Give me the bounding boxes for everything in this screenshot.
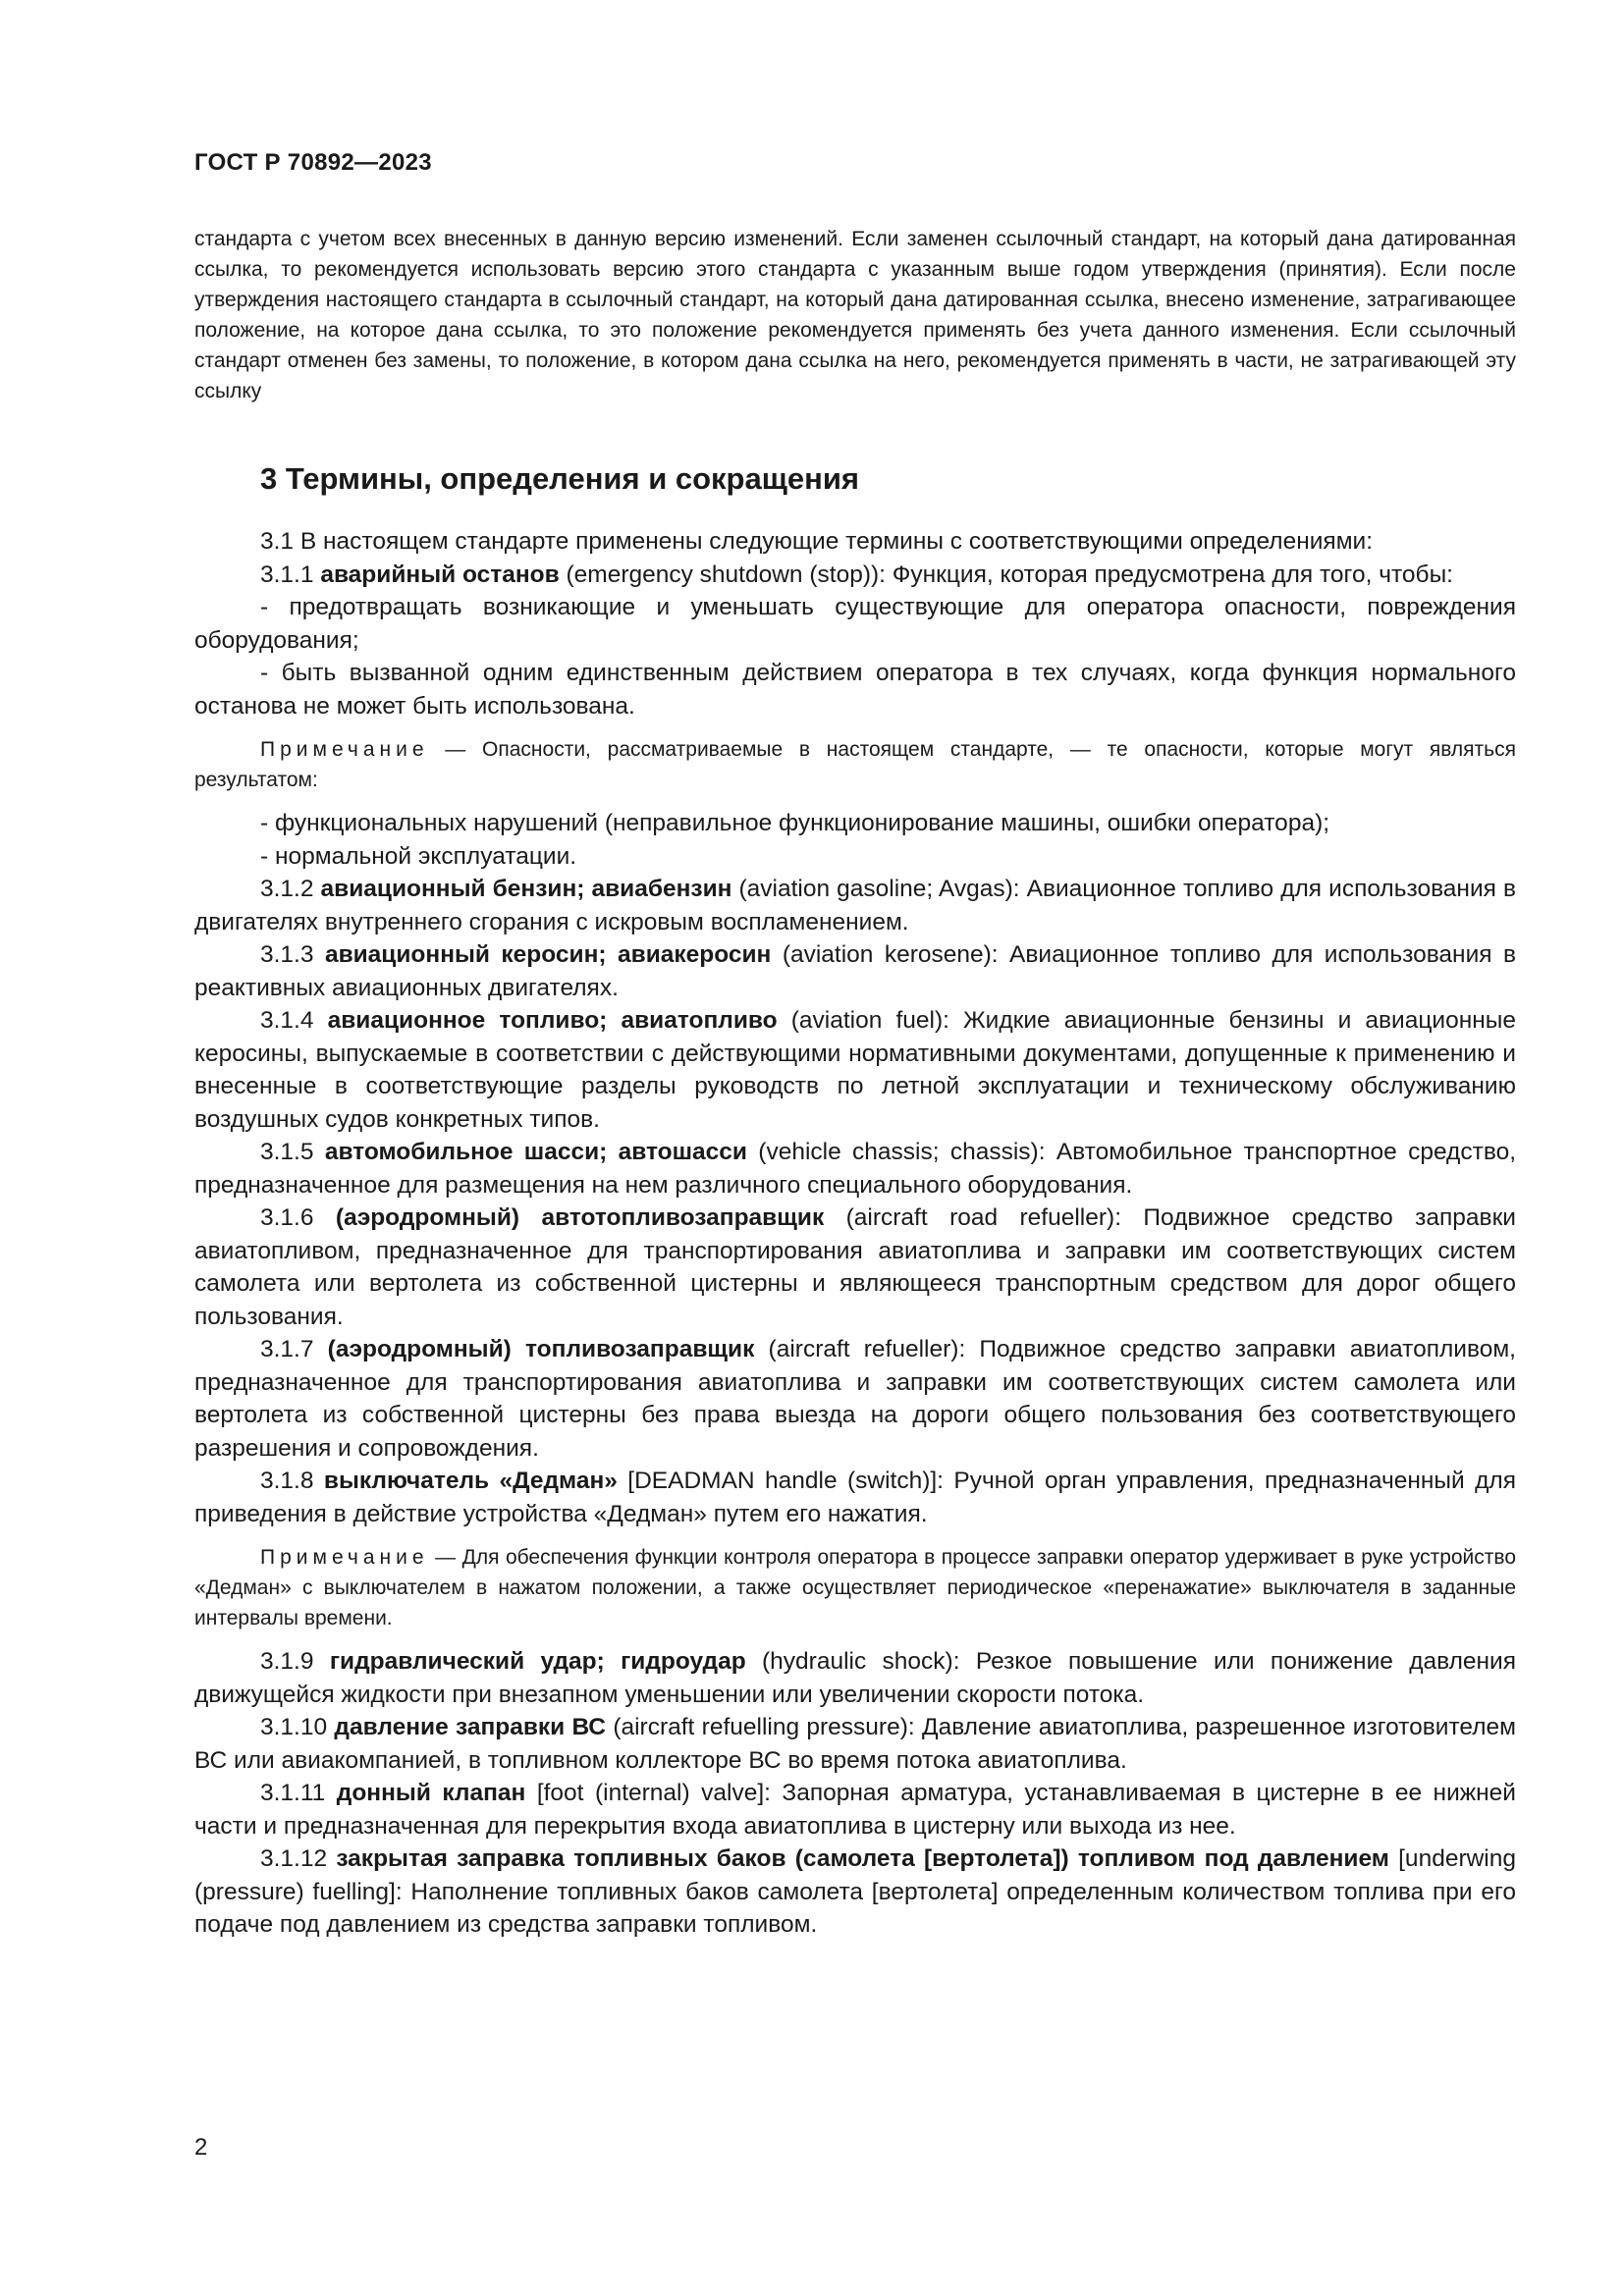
term-definition: (hydraulic shock): Резкое повышение или понижение давления движущейся жидкости при внезапном уменьшении или увеличении скорости потока.	[194, 1648, 1516, 1708]
term-number: 3.1.6	[260, 1204, 336, 1231]
term-number: 3.1.1	[260, 561, 321, 588]
term-name: гидравлический удар; гидроудар	[329, 1648, 746, 1675]
term-name: авиационное топливо; авиатопливо	[327, 1007, 778, 1034]
term-number: 3.1.8	[260, 1468, 324, 1494]
intro-paragraph: стандарта с учетом всех внесенных в данную версию изменений. Если заменен ссылочный стандарт, на который дана датированная ссылка, то рекомендуется использовать версию этого стандарта с указанным выше годом утверждения (принятия). Если после утверждения настоящего стандарта в ссылочный стандарт, на который дана датированная ссылка, внесено изменение, затрагивающее положение, на которое дана ссылка, то это положение рекомендуется применять без учета данного изменения. Если ссылочный стандарт отменен без замены, то положение, в котором дана ссылка на него, рекомендуется применять в части, не затрагивающей эту ссылку	[194, 228, 1516, 402]
term-dash-item: - быть вызванной одним единственным действием оператора в тех случаях, когда функция нормального останова не может быть использована.	[194, 660, 1516, 720]
term-intro-paragraph: 3.1 В настоящем стандарте применены следующие термины с соответствующими определениями:	[260, 528, 1374, 555]
term-definition: [foot (internal) valve]: Запорная арматура, устанавливаемая в цистерне в ее нижней части и предназначенная для перекрытия входа авиатоплива в цистерну или выхода из нее.	[194, 1780, 1516, 1840]
term-number: 3.1.3	[260, 941, 325, 968]
note-paragraph	[194, 1542, 1516, 1633]
term-3-1-6	[194, 1201, 1516, 1333]
terms-body	[194, 525, 1516, 1942]
term-definition: (aviation fuel): Жидкие авиационные бензины и авиационные керосины, выпускаемые в соответствии с действующими нормативными документами, допущенные к применению и внесенные в соответствующие разделы руководств по летной эксплуатации и техническому обслуживанию воздушных судов конкретных типов.	[194, 1007, 1516, 1133]
document-code-header: ГОСТ Р 70892—2023	[194, 149, 432, 176]
note-dash-item: - функциональных нарушений (неправильное функционирование машины, ошибки оператора);	[260, 810, 1330, 836]
term-definition: (emergency shutdown (stop)): Функция, которая предусмотрена для того, чтобы:	[559, 561, 1453, 588]
term-definition: (aviation kerosene): Авиационное топливо для использования в реактивных авиационных двигателях.	[194, 941, 1516, 1001]
term-definition: (aircraft refueller): Подвижное средство заправки авиатопливом, предназначенное для транспортирования авиатоплива и заправки им соответствующих систем самолета или вертолета из собственной цистерны без права выезда на дороги общего пользования без соответствующего разрешения и сопровождения.	[194, 1336, 1516, 1462]
note-label: Примечание	[260, 1546, 429, 1569]
term-number: 3.1.12	[260, 1845, 337, 1872]
term-3-1-10	[194, 1711, 1516, 1777]
note-text: — Опасности, рассматриваемые в настоящем стандарте, — те опасности, которые могут являться результатом:	[194, 738, 1516, 791]
term-3-1-2	[194, 873, 1516, 938]
term-definition: (aircraft refuelling pressure): Давление авиатоплива, разрешенное изготовителем ВС или авиакомпанией, в топливном коллекторе ВС во время потока авиатоплива.	[194, 1714, 1516, 1774]
note-label: Примечание	[260, 738, 429, 761]
term-name: автомобильное шасси; автошасси	[324, 1139, 747, 1165]
term-3-1-12	[194, 1842, 1516, 1942]
term-number: 3.1.4	[260, 1007, 328, 1034]
term-3-1-4	[194, 1004, 1516, 1136]
term-number: 3.1.2	[260, 876, 321, 902]
term-name: авиационный керосин; авиакеросин	[324, 941, 772, 968]
term-dash-item: - предотвращать возникающие и уменьшать существующие для оператора опасности, повреждения оборудования;	[194, 594, 1516, 654]
term-definition: (vehicle chassis; chassis): Автомобильное транспортное средство, предназначенное для размещения на нем различного специального оборудования.	[194, 1139, 1516, 1199]
section-title: 3 Термины, определения и сокращения	[260, 461, 859, 496]
page-number: 2	[194, 2134, 208, 2161]
term-name: авиационный бензин; авиабензин	[320, 876, 732, 902]
term-3-1-5	[194, 1136, 1516, 1201]
note-paragraph	[194, 734, 1516, 795]
note-dash-item: - нормальной эксплуатации.	[260, 842, 577, 870]
term-definition: (aircraft road refueller): Подвижное средство заправки авиатопливом, предназначенное для транспортирования авиатоплива и заправки им соответствующих систем самолета или вертолета из собственной цистерны и являющееся транспортным средством для дорог общего пользования.	[194, 1204, 1516, 1330]
note-text: — Для обеспечения функции контроля оператора в процессе заправки оператор удерживает в руке устройство «Дедман» с выключателем в нажатом положении, а также осуществляет периодическое «перенажатие» выключателя в заданные интервалы времени.	[194, 1546, 1516, 1629]
term-3-1-9	[194, 1645, 1516, 1711]
term-name: (аэродромный) топливозаправщик	[327, 1336, 755, 1362]
term-name: аварийный останов	[320, 561, 560, 588]
term-3-1-1	[194, 559, 1516, 592]
term-definition: [underwing (pressure) fuelling]: Наполнение топливных баков самолета [вертолета] определенным количеством топлива при его подаче под давлением из средства заправки топливом.	[194, 1845, 1516, 1938]
term-number: 3.1.7	[260, 1336, 328, 1362]
term-name: давление заправки ВС	[334, 1714, 607, 1740]
term-3-1-8	[194, 1465, 1516, 1530]
term-3-1-11	[194, 1777, 1516, 1842]
term-number: 3.1.11	[260, 1780, 337, 1806]
term-3-1-3	[194, 938, 1516, 1004]
term-definition: [DEADMAN handle (switch)]: Ручной орган управления, предназначенный для приведения в действие устройства «Дедман» путем его нажатия.	[194, 1468, 1516, 1527]
term-name: донный клапан	[336, 1780, 526, 1806]
term-name: (аэродромный) автотопливозаправщик	[335, 1204, 825, 1231]
term-number: 3.1.5	[260, 1139, 325, 1165]
term-name: закрытая заправка топливных баков (самолета [вертолета]) топливом под давлением	[336, 1845, 1389, 1872]
term-number: 3.1.9	[260, 1648, 330, 1675]
term-3-1-7	[194, 1333, 1516, 1465]
term-name: выключатель «Дедман»	[323, 1468, 618, 1494]
term-definition: (aviation gasoline; Avgas): Авиационное топливо для использования в двигателях внутреннего сгорания с искровым воспламенением.	[194, 876, 1516, 935]
term-number: 3.1.10	[260, 1714, 335, 1740]
